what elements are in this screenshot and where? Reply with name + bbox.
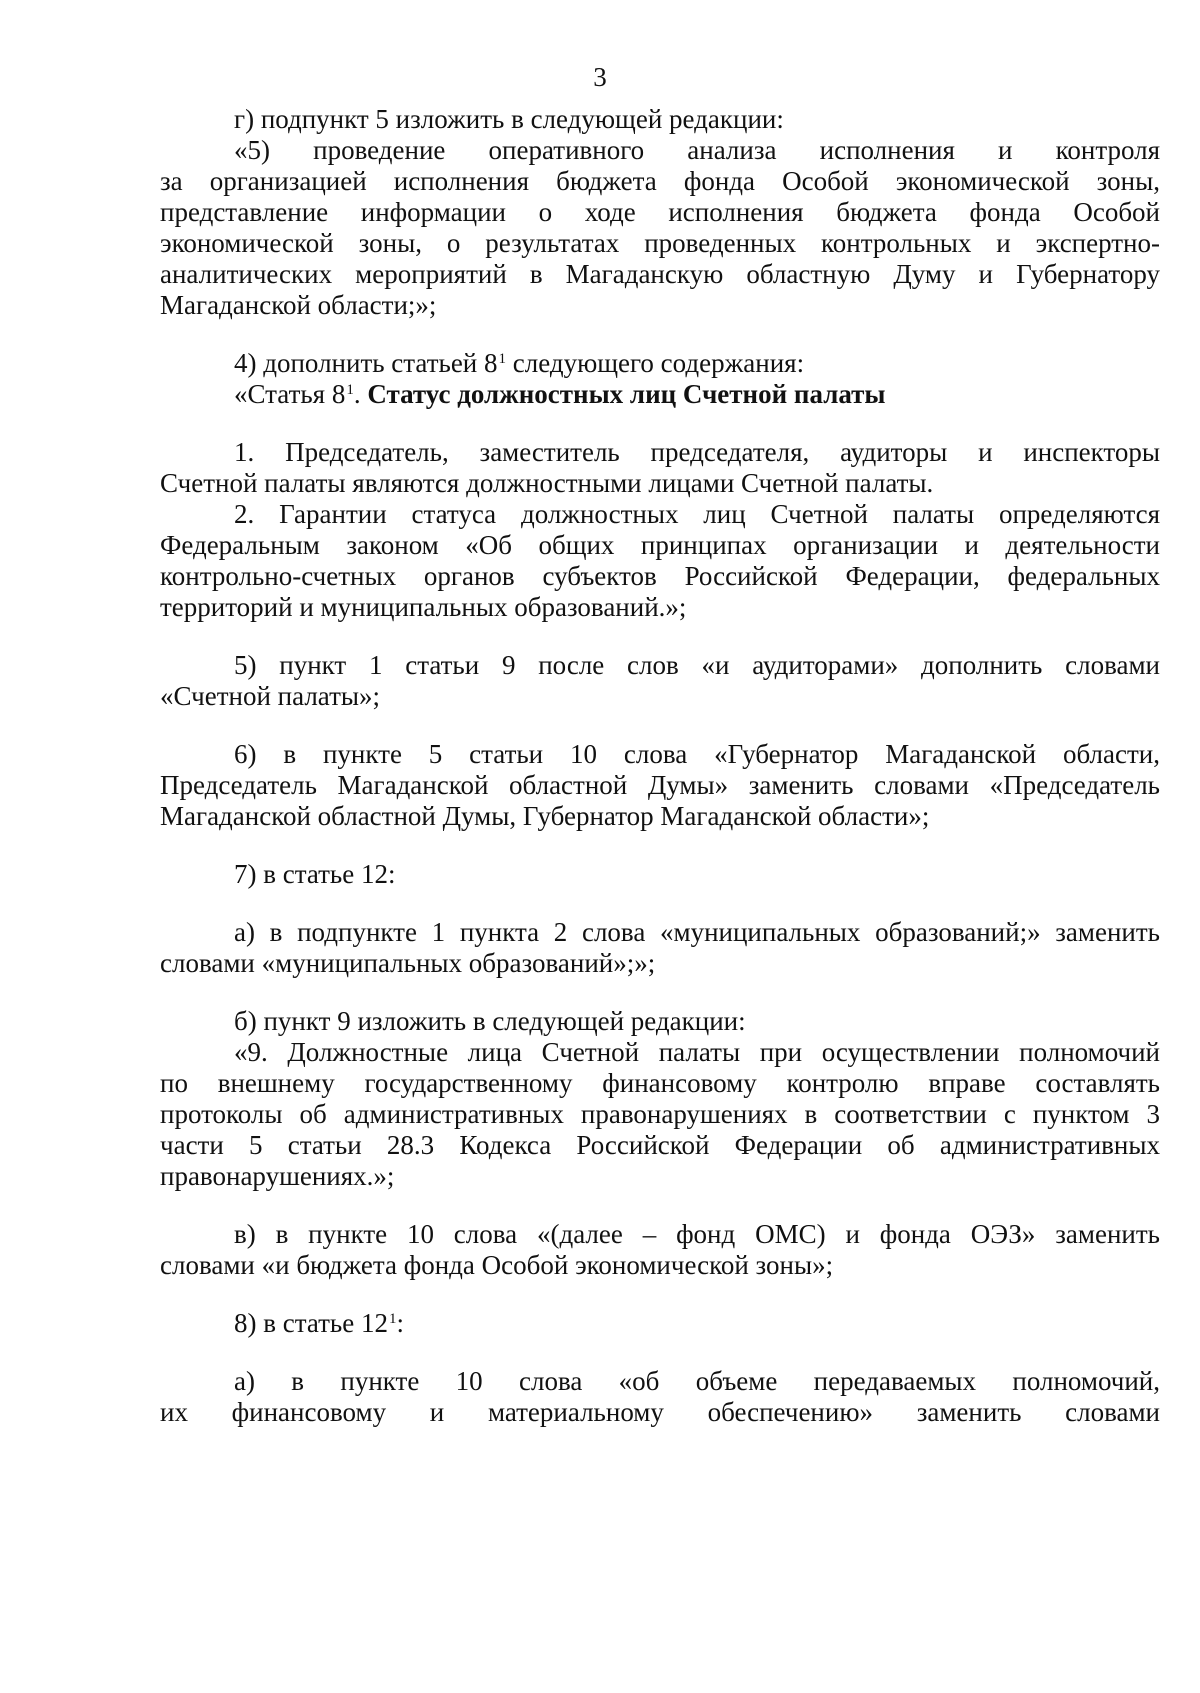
paragraph-line: территорий и муниципальных образований.»; — [160, 592, 687, 622]
paragraph-line: части 5 статьи 28.3 Кодекса Российской Федерации об административных — [160, 1130, 1160, 1160]
paragraph-line: экономической зоны, о результатах проведенных контрольных и экспертно- — [160, 228, 1160, 258]
page-number: 3 — [593, 62, 607, 92]
line-text: «Статья 8 — [234, 379, 346, 409]
line-text: 4) дополнить статьей 8 — [234, 348, 498, 378]
paragraph-line: «Счетной палаты»; — [160, 681, 381, 711]
paragraph-line: словами «муниципальных образований»;»; — [160, 948, 656, 978]
line-text: . — [353, 379, 368, 409]
paragraph-line: представление информации о ходе исполнения бюджета фонда Особой — [160, 197, 1160, 227]
superscript: 1 — [388, 1311, 397, 1327]
paragraph-line: Магаданской области;»; — [160, 290, 437, 320]
line-text: : — [396, 1308, 404, 1338]
paragraph-line: словами «и бюджета фонда Особой экономической зоны»; — [160, 1250, 834, 1280]
paragraph-line: 6) в пункте 5 статьи 10 слова «Губернатор Магаданской области, — [234, 739, 1160, 769]
paragraph-line: 2. Гарантии статуса должностных лиц Счетной палаты определяются — [234, 499, 1160, 529]
paragraph-line — [234, 1307, 404, 1339]
article-heading — [234, 378, 886, 410]
paragraph-line: а) в подпункте 1 пункта 2 слова «муниципальных образований;» заменить — [234, 917, 1160, 947]
paragraph-line: 5) пункт 1 статьи 9 после слов «и аудиторами» дополнить словами — [234, 650, 1160, 680]
line-text: следующего содержания: — [506, 348, 805, 378]
paragraph-line: Председатель Магаданской областной Думы» заменить словами «Председатель — [160, 770, 1160, 800]
paragraph-line: Счетной палаты являются должностными лицами Счетной палаты. — [160, 468, 934, 498]
paragraph-line: в) в пункте 10 слова «(далее – фонд ОМС) и фонда ОЭЗ» заменить — [234, 1219, 1160, 1249]
paragraph-line: «9. Должностные лица Счетной палаты при осуществлении полномочий — [234, 1037, 1160, 1067]
paragraph-line: а) в пункте 10 слова «об объеме передаваемых полномочий, — [234, 1366, 1160, 1396]
paragraph-line: за организацией исполнения бюджета фонда Особой экономической зоны, — [160, 166, 1160, 196]
paragraph-line: протоколы об административных правонарушениях в соответствии с пунктом 3 — [160, 1099, 1160, 1129]
line-text: 8) в статье 12 — [234, 1308, 388, 1338]
paragraph-line: «5) проведение оперативного анализа исполнения и контроля — [234, 135, 1160, 165]
paragraph-line: контрольно-счетных органов субъектов Российской Федерации, федеральных — [160, 561, 1160, 591]
paragraph-line: правонарушениях.»; — [160, 1161, 395, 1191]
paragraph-line: аналитических мероприятий в Магаданскую областную Думу и Губернатору — [160, 259, 1160, 289]
paragraph-line: их финансовому и материальному обеспечению» заменить словами — [160, 1397, 1160, 1427]
paragraph-line: Федеральным законом «Об общих принципах организации и деятельности — [160, 530, 1160, 560]
superscript: 1 — [346, 382, 354, 398]
paragraph-line: Магаданской областной Думы, Губернатор Магаданской области»; — [160, 801, 930, 831]
paragraph-line: по внешнему государственному финансовому контролю вправе составлять — [160, 1068, 1160, 1098]
article-title: Статус должностных лиц Счетной палаты — [367, 379, 886, 409]
paragraph-line: 7) в статье 12: — [234, 859, 396, 889]
superscript: 1 — [498, 351, 507, 367]
paragraph-line: б) пункт 9 изложить в следующей редакции: — [234, 1006, 746, 1036]
paragraph-line — [234, 347, 804, 379]
paragraph-line: г) подпункт 5 изложить в следующей редакции: — [234, 104, 784, 134]
paragraph-line: 1. Председатель, заместитель председателя, аудиторы и инспекторы — [234, 437, 1160, 467]
